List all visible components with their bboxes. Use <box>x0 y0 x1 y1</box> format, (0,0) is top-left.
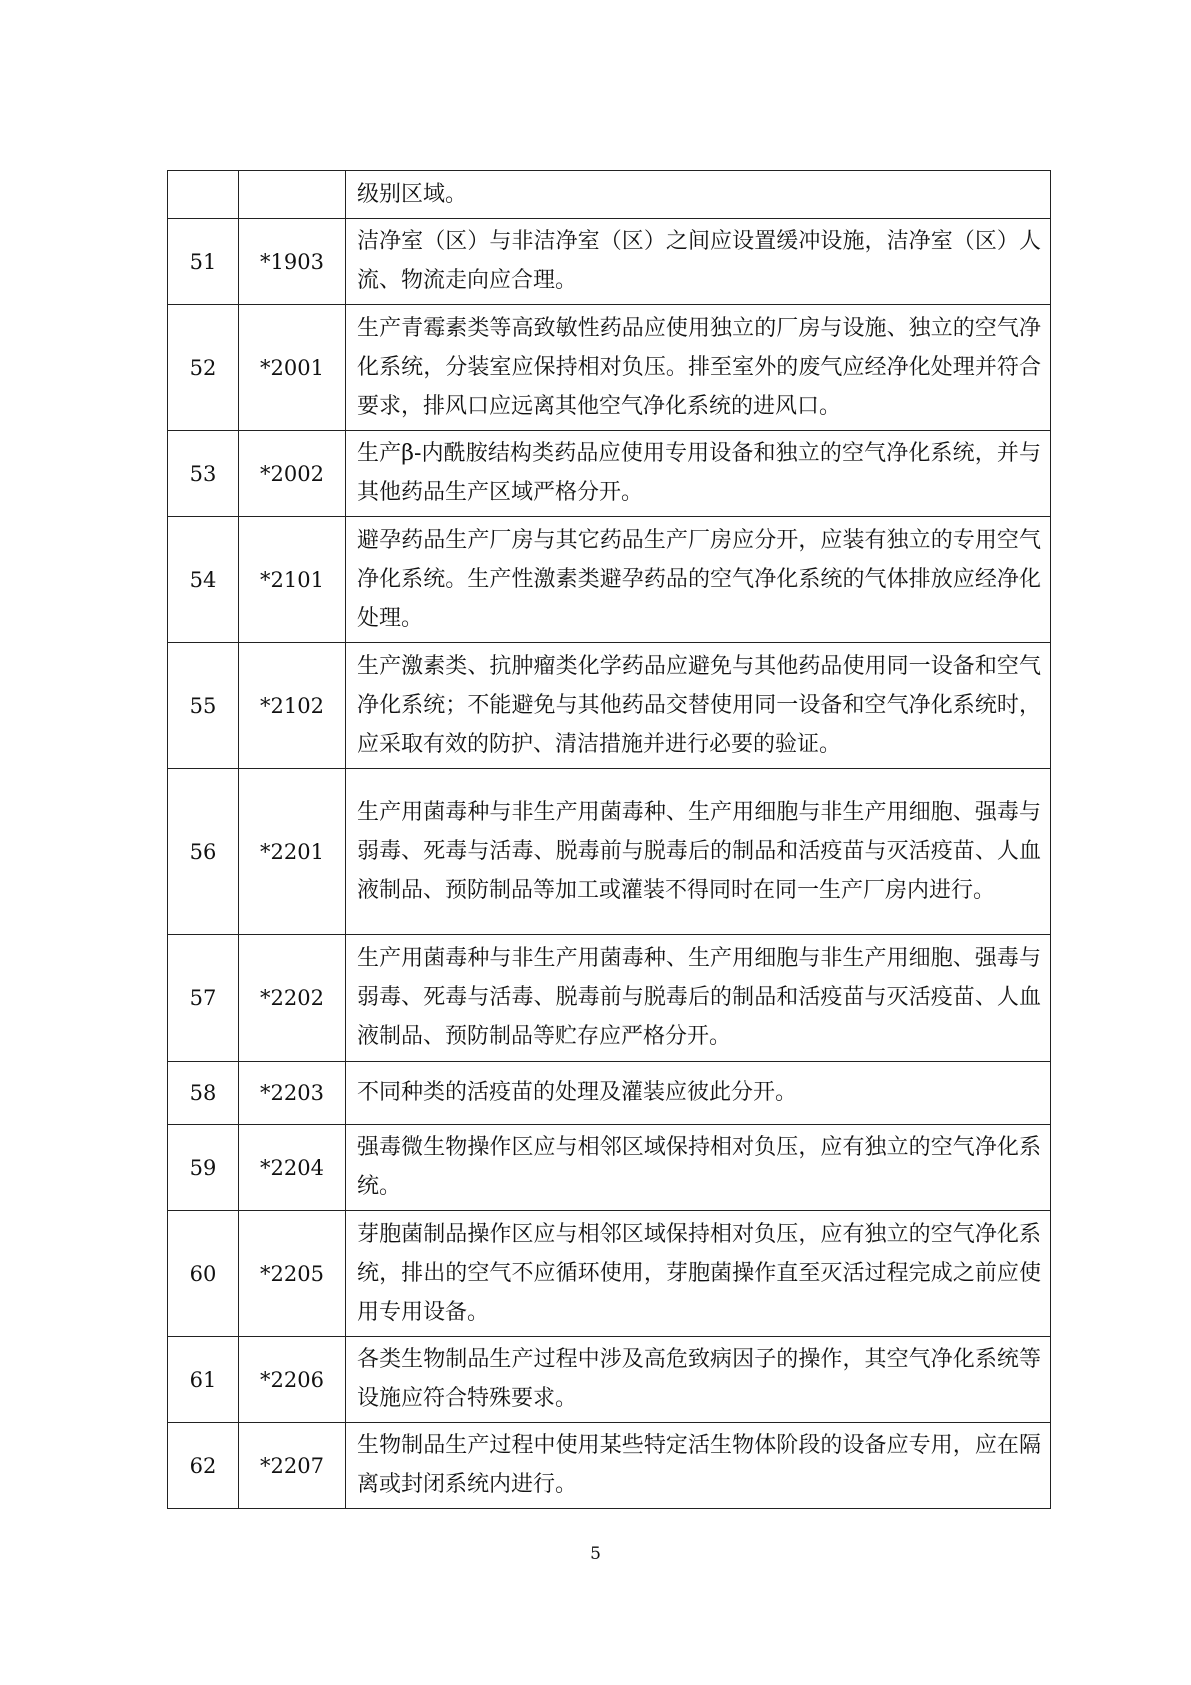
row-number: 54 <box>168 517 239 643</box>
row-number: 52 <box>168 305 239 431</box>
requirement-text: 各类生物制品生产过程中涉及高危致病因子的操作，其空气净化系统等设施应符合特殊要求。 <box>346 1337 1051 1423</box>
table-row <box>168 517 1051 643</box>
table-row <box>168 1423 1051 1509</box>
table-row <box>168 1062 1051 1125</box>
item-code: *2201 <box>239 769 346 935</box>
row-number: 56 <box>168 769 239 935</box>
item-code: *2101 <box>239 517 346 643</box>
requirement-text: 洁净室（区）与非洁净室（区）之间应设置缓冲设施，洁净室（区）人流、物流走向应合理。 <box>346 219 1051 305</box>
item-code: *2202 <box>239 935 346 1062</box>
table-row <box>168 431 1051 517</box>
item-code: *2204 <box>239 1125 346 1211</box>
table-row <box>168 769 1051 935</box>
item-code: *2002 <box>239 431 346 517</box>
table-row <box>168 1125 1051 1211</box>
item-code: *2203 <box>239 1062 346 1125</box>
table-row <box>168 219 1051 305</box>
requirements-table <box>167 170 1051 1509</box>
row-number: 61 <box>168 1337 239 1423</box>
item-code: *2102 <box>239 643 346 769</box>
requirement-text: 芽胞菌制品操作区应与相邻区域保持相对负压，应有独立的空气净化系统，排出的空气不应循环使用，芽胞菌操作直至灭活过程完成之前应使用专用设备。 <box>346 1211 1051 1337</box>
row-number: 51 <box>168 219 239 305</box>
requirement-text: 生产用菌毒种与非生产用菌毒种、生产用细胞与非生产用细胞、强毒与弱毒、死毒与活毒、脱毒前与脱毒后的制品和活疫苗与灭活疫苗、人血液制品、预防制品等加工或灌装不得同时在同一生产厂房内进行。 <box>346 769 1051 935</box>
table-row <box>168 171 1051 219</box>
page-number: 5 <box>590 1544 601 1564</box>
item-code: *2205 <box>239 1211 346 1337</box>
row-number: 59 <box>168 1125 239 1211</box>
table-row <box>168 643 1051 769</box>
row-number: 55 <box>168 643 239 769</box>
requirement-text: 避孕药品生产厂房与其它药品生产厂房应分开，应装有独立的专用空气净化系统。生产性激素类避孕药品的空气净化系统的气体排放应经净化处理。 <box>346 517 1051 643</box>
item-code <box>239 171 346 219</box>
row-number: 58 <box>168 1062 239 1125</box>
requirement-text: 不同种类的活疫苗的处理及灌装应彼此分开。 <box>346 1062 1051 1125</box>
requirement-text: 生产激素类、抗肿瘤类化学药品应避免与其他药品使用同一设备和空气净化系统；不能避免与其他药品交替使用同一设备和空气净化系统时，应采取有效的防护、清洁措施并进行必要的验证。 <box>346 643 1051 769</box>
table-row <box>168 1337 1051 1423</box>
row-number: 53 <box>168 431 239 517</box>
table-row <box>168 1211 1051 1337</box>
requirement-text: 生产青霉素类等高致敏性药品应使用独立的厂房与设施、独立的空气净化系统，分装室应保持相对负压。排至室外的废气应经净化处理并符合要求，排风口应远离其他空气净化系统的进风口。 <box>346 305 1051 431</box>
row-number: 57 <box>168 935 239 1062</box>
requirement-text: 强毒微生物操作区应与相邻区域保持相对负压，应有独立的空气净化系统。 <box>346 1125 1051 1211</box>
requirement-text: 生物制品生产过程中使用某些特定活生物体阶段的设备应专用，应在隔离或封闭系统内进行。 <box>346 1423 1051 1509</box>
table-row <box>168 305 1051 431</box>
requirement-text: 级别区域。 <box>346 171 1051 219</box>
row-number: 60 <box>168 1211 239 1337</box>
item-code: *2001 <box>239 305 346 431</box>
item-code: *2206 <box>239 1337 346 1423</box>
requirement-text: 生产β-内酰胺结构类药品应使用专用设备和独立的空气净化系统，并与其他药品生产区域严格分开。 <box>346 431 1051 517</box>
requirement-text: 生产用菌毒种与非生产用菌毒种、生产用细胞与非生产用细胞、强毒与弱毒、死毒与活毒、脱毒前与脱毒后的制品和活疫苗与灭活疫苗、人血液制品、预防制品等贮存应严格分开。 <box>346 935 1051 1062</box>
item-code: *2207 <box>239 1423 346 1509</box>
table-row <box>168 935 1051 1062</box>
row-number <box>168 171 239 219</box>
row-number: 62 <box>168 1423 239 1509</box>
item-code: *1903 <box>239 219 346 305</box>
